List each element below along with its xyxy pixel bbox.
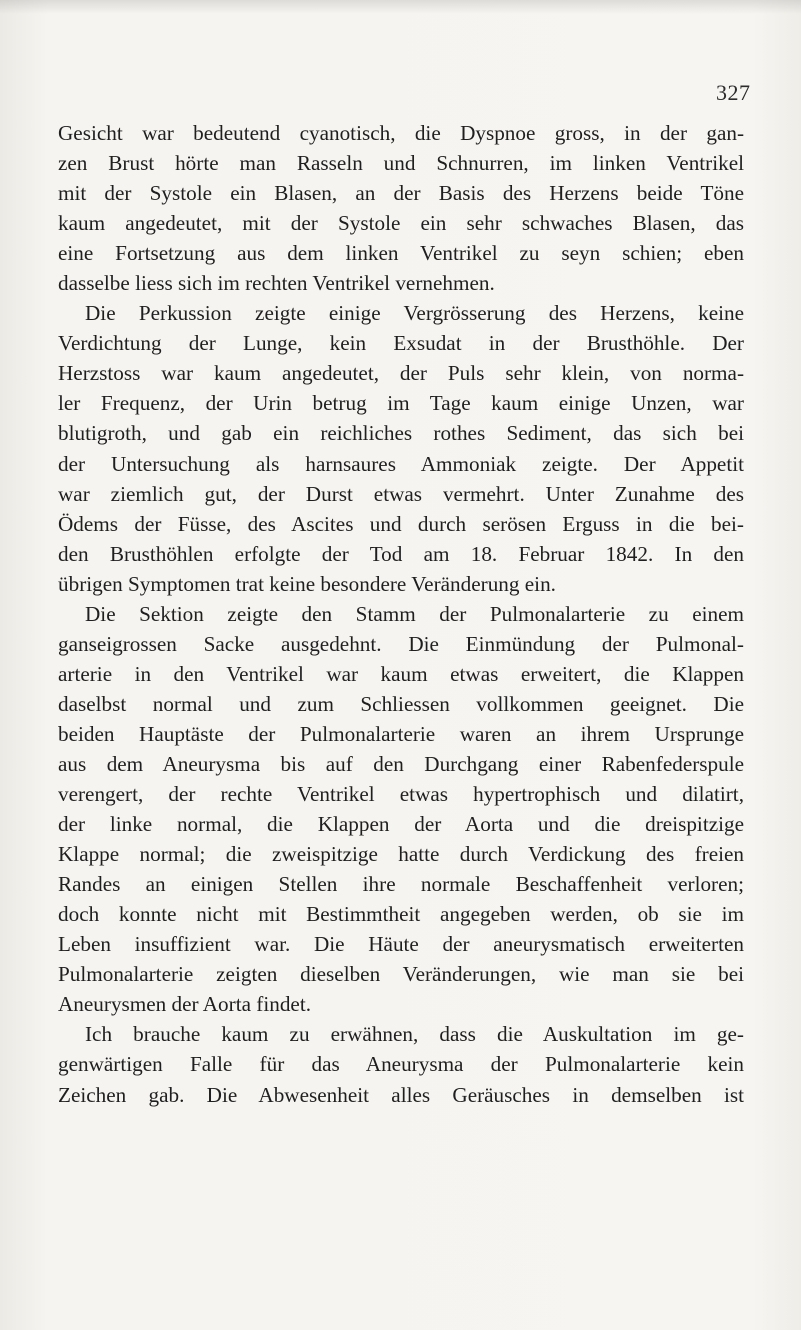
- text-line: arterie in den Ventrikel war kaum etwas erweitert, die Klappen: [58, 661, 744, 686]
- page-top-shadow: [0, 0, 801, 14]
- text-line: kaum angedeutet, mit der Systole ein sehr schwaches Blasen, das: [58, 211, 744, 236]
- text-line: Verdichtung der Lunge, kein Exsudat in der Brusthöhle. Der: [58, 331, 744, 356]
- text-line: war ziemlich gut, der Durst etwas vermehrt. Unter Zunahme des: [58, 481, 744, 506]
- text-line: ler Frequenz, der Urin betrug im Tage kaum einige Unzen, war: [58, 391, 744, 416]
- text-line: genwärtigen Falle für das Aneurysma der Pulmonalarterie kein: [58, 1052, 744, 1077]
- text-line: eine Fortsetzung aus dem linken Ventrikel zu seyn schien; eben: [58, 241, 744, 266]
- text-line: Leben insuffizient war. Die Häute der aneurysmatisch erweiterten: [58, 932, 744, 957]
- text-line: daselbst normal und zum Schliessen vollkommen geeignet. Die: [58, 691, 744, 716]
- text-line: den Brusthöhlen erfolgte der Tod am 18. Februar 1842. In den: [58, 541, 744, 566]
- text-line: ganseigrossen Sacke ausgedehnt. Die Einmündung der Pulmonal-: [58, 631, 744, 656]
- text-line: Gesicht war bedeutend cyanotisch, die Dyspnoe gross, in der gan-: [58, 121, 744, 145]
- paragraph-start-line: Die Perkussion zeigte einige Vergrösserung des Herzens, keine: [85, 301, 744, 326]
- text-line: doch konnte nicht mit Bestimmtheit angegeben werden, ob sie im: [58, 902, 744, 927]
- paragraph-start-line: Die Sektion zeigte den Stamm der Pulmonalarterie zu einem: [85, 601, 744, 626]
- text-line: blutigroth, und gab ein reichliches rothes Sediment, das sich bei: [58, 421, 744, 446]
- text-line: Klappe normal; die zweispitzige hatte durch Verdickung des freien: [58, 842, 744, 867]
- text-line: verengert, der rechte Ventrikel etwas hypertrophisch und dilatirt,: [58, 782, 744, 807]
- text-line: Randes an einigen Stellen ihre normale Beschaffenheit verloren;: [58, 872, 744, 897]
- text-line: dasselbe liess sich im rechten Ventrikel vernehmen.: [58, 271, 495, 296]
- text-line: Pulmonalarterie zeigten dieselben Veränderungen, wie man sie bei: [58, 962, 744, 987]
- page-number: 327: [716, 80, 751, 105]
- paragraph-start-line: Ich brauche kaum zu erwähnen, dass die Auskultation im ge-: [85, 1022, 744, 1047]
- text-line: mit der Systole ein Blasen, an der Basis des Herzens beide Töne: [58, 181, 744, 206]
- text-line: übrigen Symptomen trat keine besondere Veränderung ein.: [58, 571, 556, 596]
- text-line: beiden Hauptäste der Pulmonalarterie waren an ihrem Ursprunge: [58, 721, 744, 746]
- text-line: Ödems der Füsse, des Ascites und durch serösen Erguss in die bei-: [58, 511, 744, 536]
- text-line: zen Brust hörte man Rasseln und Schnurren, im linken Ventrikel: [58, 151, 744, 176]
- body-text: [58, 118, 744, 1110]
- text-line: Zeichen gab. Die Abwesenheit alles Geräusches in demselben ist: [58, 1082, 744, 1107]
- text-line: Herzstoss war kaum angedeutet, der Puls sehr klein, von norma-: [58, 361, 744, 386]
- text-line: der Untersuchung als harnsaures Ammoniak zeigte. Der Appetit: [58, 451, 744, 476]
- text-line: aus dem Aneurysma bis auf den Durchgang einer Rabenfederspule: [58, 751, 744, 776]
- text-line: Aneurysmen der Aorta findet.: [58, 992, 311, 1017]
- text-line: der linke normal, die Klappen der Aorta und die dreispitzige: [58, 812, 744, 837]
